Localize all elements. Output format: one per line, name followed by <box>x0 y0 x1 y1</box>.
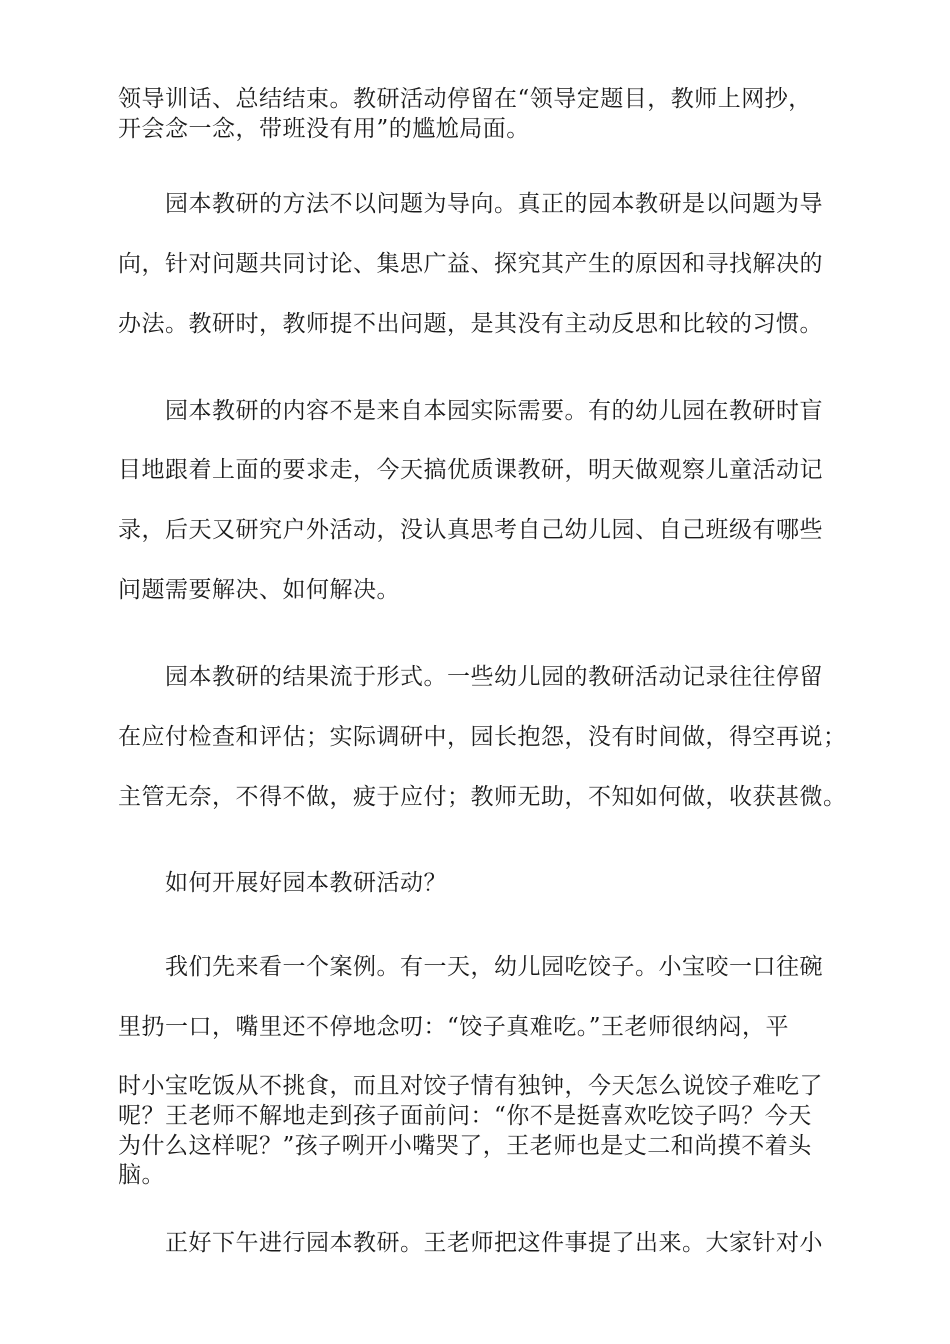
paragraph-2-line-1: 园本教研的方法不以问题为导向。真正的园本教研是以问题为导 <box>165 191 823 217</box>
paragraph-6-line-2: 里扔一口，嘴里还不停地念叨：“饺子真难吃。”王老师很纳闷，平 <box>118 1014 790 1040</box>
paragraph-4-line-2: 在应付检查和评估；实际调研中，园长抱怨，没有时间做，得空再说； <box>118 724 847 750</box>
paragraph-5-line-1: 如何开展好园本教研活动？ <box>165 870 447 896</box>
paragraph-2-line-3: 办法。教研时，教师提不出问题，是其没有主动反思和比较的习惯。 <box>118 311 823 337</box>
paragraph-6-line-5: 为什么这样呢？”孩子咧开小嘴哭了，王老师也是丈二和尚摸不着头 <box>118 1133 812 1159</box>
paragraph-3-line-1: 园本教研的内容不是来自本园实际需要。有的幼儿园在教研时盲 <box>165 398 823 424</box>
paragraph-6-line-1: 我们先来看一个案例。有一天，幼儿园吃饺子。小宝咬一口往碗 <box>165 954 823 980</box>
paragraph-1-line-2: 开会念一念，带班没有用”的尴尬局面。 <box>118 116 530 142</box>
paragraph-3-line-2: 目地跟着上面的要求走，今天搞优质课教研，明天做观察儿童活动记 <box>118 457 823 483</box>
paragraph-6-line-3: 时小宝吃饭从不挑食，而且对饺子情有独钟，今天怎么说饺子难吃了 <box>118 1073 823 1099</box>
paragraph-4-line-3: 主管无奈，不得不做，疲于应付；教师无助，不知如何做，收获甚微。 <box>118 784 847 810</box>
paragraph-7-line-1: 正好下午进行园本教研。王老师把这件事提了出来。大家针对小 <box>165 1230 823 1256</box>
paragraph-6-line-4: 呢？王老师不解地走到孩子面前问：“你不是挺喜欢吃饺子吗？今天 <box>118 1103 812 1129</box>
paragraph-3-line-4: 问题需要解决、如何解决。 <box>118 577 400 603</box>
paragraph-6-line-6: 脑。 <box>118 1162 165 1188</box>
paragraph-1-line-1: 领导训话、总结结束。教研活动停留在“领导定题目，教师上网抄， <box>118 86 812 112</box>
paragraph-4-line-1: 园本教研的结果流于形式。一些幼儿园的教研活动记录往往停留 <box>165 664 823 690</box>
paragraph-2-line-2: 向，针对问题共同讨论、集思广益、探究其产生的原因和寻找解决的 <box>118 251 823 277</box>
paragraph-3-line-3: 录，后天又研究户外活动，没认真思考自己幼儿园、自己班级有哪些 <box>118 517 823 543</box>
